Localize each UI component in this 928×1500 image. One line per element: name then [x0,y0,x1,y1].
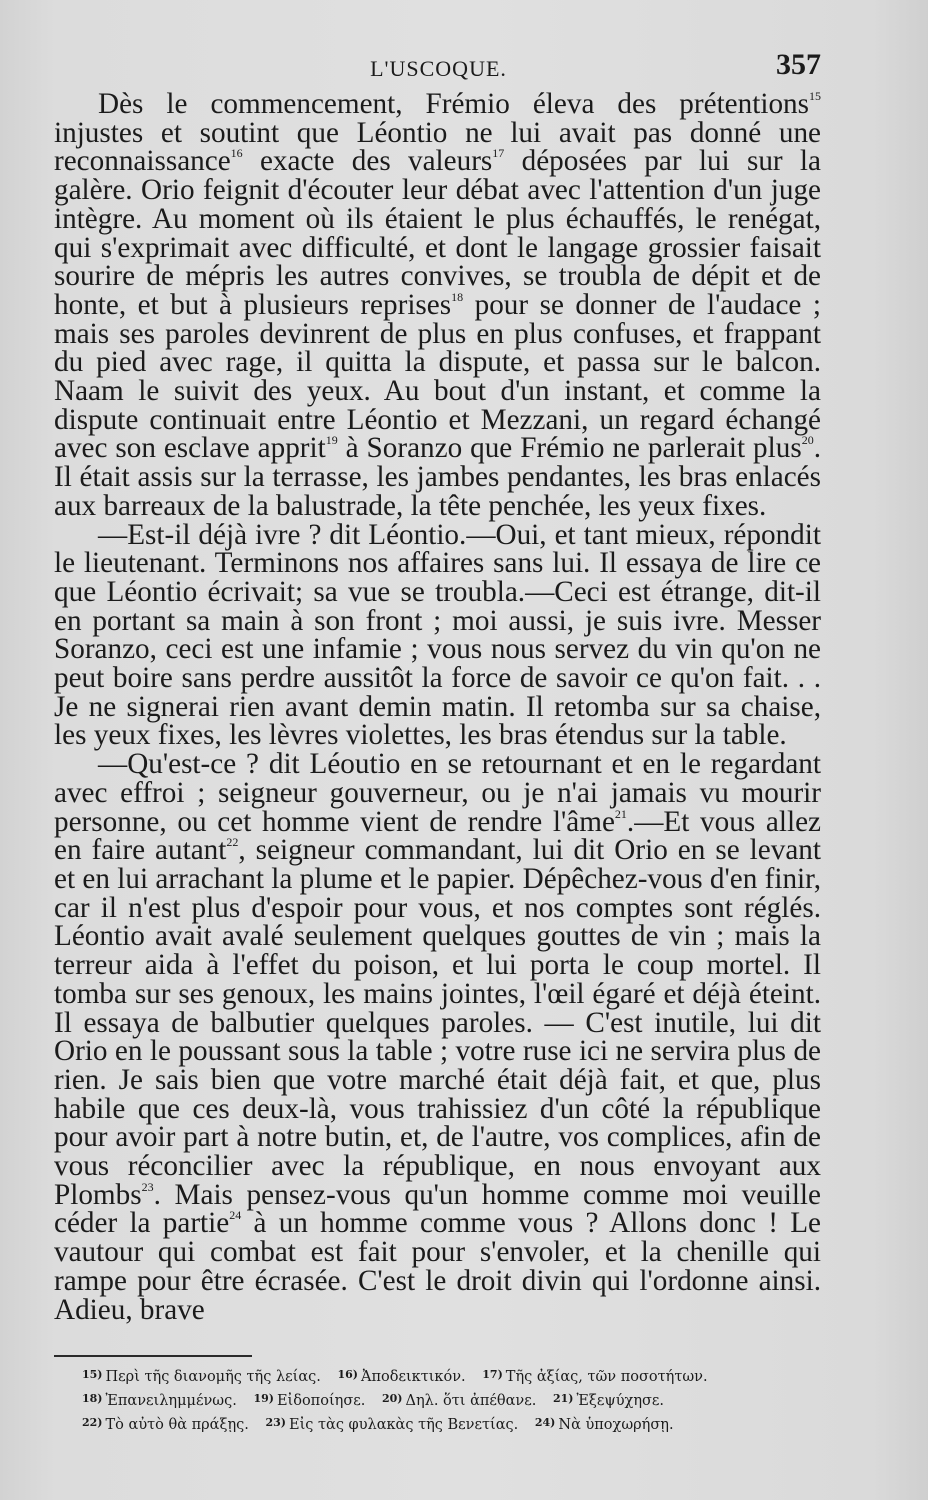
text-run: exacte des valeurs [242,145,493,178]
footnote-ref: 18 [451,289,464,304]
footnote-ref: 20 [801,433,814,448]
running-title: L'USCOQUE. [370,56,507,81]
footnote [82,1393,237,1409]
footnote-number: 17) [482,1368,503,1381]
footnote-number: 24) [534,1416,556,1429]
footnote-ref: 23 [141,1179,154,1194]
page-number: 357 [776,48,821,81]
footnote-text: Ἀποδεικτικόν. [361,1369,466,1385]
footnote-ref: 22 [226,835,239,850]
footnote [82,1417,249,1433]
footnote-number: 21) [552,1392,574,1405]
footnote-text: Ἐπανειλημμένως. [105,1393,237,1409]
footnote-ref: 21 [614,806,627,821]
footnote-rule [54,1355,252,1357]
footnote-ref: 17 [492,146,505,161]
text-run: . Il était assis sur la terrasse, les jambes pendantes, les bras enlacés aux barreaux de la balustrade, la tête penchée, les yeux fixes. [54,432,822,522]
footnote-line [82,1412,822,1436]
footnote-text: Τὸ αὐτὸ θὰ πράξῃς. [105,1417,249,1433]
running-head [56,46,821,86]
text-run: déposées par lui sur la galère. Orio feignit d'écouter leur débat avec l'attention d'un juge intègre. Au moment où ils étaient le plus échauffés, le renégat, qui s'exprimait avec difficulté, et dont le langage grossier faisait sourire de mépris les autres convives, se troubla de dépit et de honte, et but à plusieurs reprises [54,145,821,321]
footnote-text: Εἰς τὰς φυλακὰς τῆς Βενετίας. [289,1417,519,1433]
footnotes [82,1364,822,1436]
footnote-number: 18) [82,1392,103,1405]
footnote-text: Περὶ τῆς διανομῆς τῆς λείας. [105,1369,321,1385]
text-run: à Soranzo que Frémio ne parlerait plus [337,432,802,465]
footnote-number: 20) [381,1392,403,1405]
footnote [482,1369,707,1385]
body-text [54,90,821,1324]
text-run: , seigneur commandant, lui dit Orio en se levant et en lui arrachant la plume et le papier. Dépêchez-vous d'en finir, car il n'est plus d'espoir pour vous, et nos comptes sont réglés. Léontio avait avalé seulement quelques gouttes de vin ; mais la terreur aida à l'effet du poison, et lui porta le coup mortel. Il tomba sur ses genoux, les mains jointes, l'œil égaré et déjà éteint. Il essaya de balbutier quelques paroles. — C'est inutile, lui dit Orio en le poussant sous la table ; votre ruse ici ne servira plus de rien. Je sais bien que votre marché était déjà fait, et que, plus habile que ces deux-là, vous trahissiez d'un côté la république pour avoir part à notre butin, et, de l'autre, vos complices, afin de vous réconcilier avec la république, en nous envoyant aux Plombs [54,834,822,1211]
footnote [382,1393,536,1409]
footnote-line [82,1364,822,1388]
text-run: . Mais pensez-vous qu'un homme comme moi veuille céder la partie [54,1178,821,1240]
paragraph-2: —Est-il déjà ivre ? dit Léontio.—Oui, et tant mieux, répondit le lieutenant. Terminons nos affaires sans lui. Il essaya de lire ce que Léontio écrivait; sa vue se troubla.—Ceci est étrange, dit-il en portant sa main à son front ; moi aussi, je suis ivre. Messer Soranzo, ceci est une infamie ; vous nous servez du vin qu'on ne peut boire sans perdre aussitôt la force de savoir ce qu'on fait. . . Je ne signerai rien avant demin matin. Il retomba sur sa chaise, les yeux fixes, les lèvres violettes, les bras étendus sur la table. [54,518,821,752]
footnote [82,1369,321,1385]
footnote-text: Ἐξεψύχησε. [576,1393,665,1409]
footnote-number: 19) [253,1392,274,1405]
footnote [253,1393,365,1409]
footnote [535,1417,674,1433]
footnote-text: Νὰ ὑποχωρήσῃ. [558,1417,674,1433]
footnote-text: Τῆς ἀξίας, τῶν ποσοτήτων. [505,1369,708,1385]
text-run: pour se donner de l'audace ; mais ses paroles devinrent de plus en plus confuses, et frappant du pied avec rage, il quitta la dispute, et passa sur le balcon. Naam le suivit des yeux. Au bout d'un instant, et comme la dispute continuait entre Léontio et Mezzani, un regard échangé avec son esclave apprit [54,288,821,465]
footnote-line [82,1388,822,1412]
footnote-number: 23) [265,1416,286,1429]
text-run: injustes et soutint que Léontio ne lui avait pas donné une reconnaissance [54,116,821,178]
footnote-number: 22) [82,1416,103,1429]
footnote-number: 16) [337,1368,358,1381]
footnote-ref: 16 [230,146,243,161]
footnote-number: 15) [82,1368,103,1381]
paragraph-3 [54,750,821,1324]
text-run: Dès le commencement, Frémio éleva des prétentions [98,88,809,120]
footnote-ref: 19 [325,433,338,448]
footnote-ref: 15 [809,89,821,103]
text-run: à un homme comme vous ? Allons donc ! Le vautour qui combat est fait pour s'envoler, et la chenille qui rampe pour être écrasée. C'est le droit divin qui l'ordonne ainsi. Adieu, brave [54,1207,822,1326]
footnote [553,1393,664,1409]
paragraph-1 [54,90,821,521]
footnote-text: Εἰδοποίησε. [276,1393,366,1409]
footnote [337,1369,465,1385]
footnote-text: Δηλ. ὅτι ἀπέθανε. [405,1393,537,1409]
footnote [265,1417,518,1433]
text-run: —Qu'est-ce ? dit Léoutio en se retournant et en le regardant avec effroi ; seigneur gouverneur, ou je n'ai jamais vu mourir personne, ou cet homme vient de rendre l'âme [54,748,821,838]
text-run: .—Et vous allez en faire autant [54,805,821,867]
footnote-ref: 24 [229,1208,242,1223]
